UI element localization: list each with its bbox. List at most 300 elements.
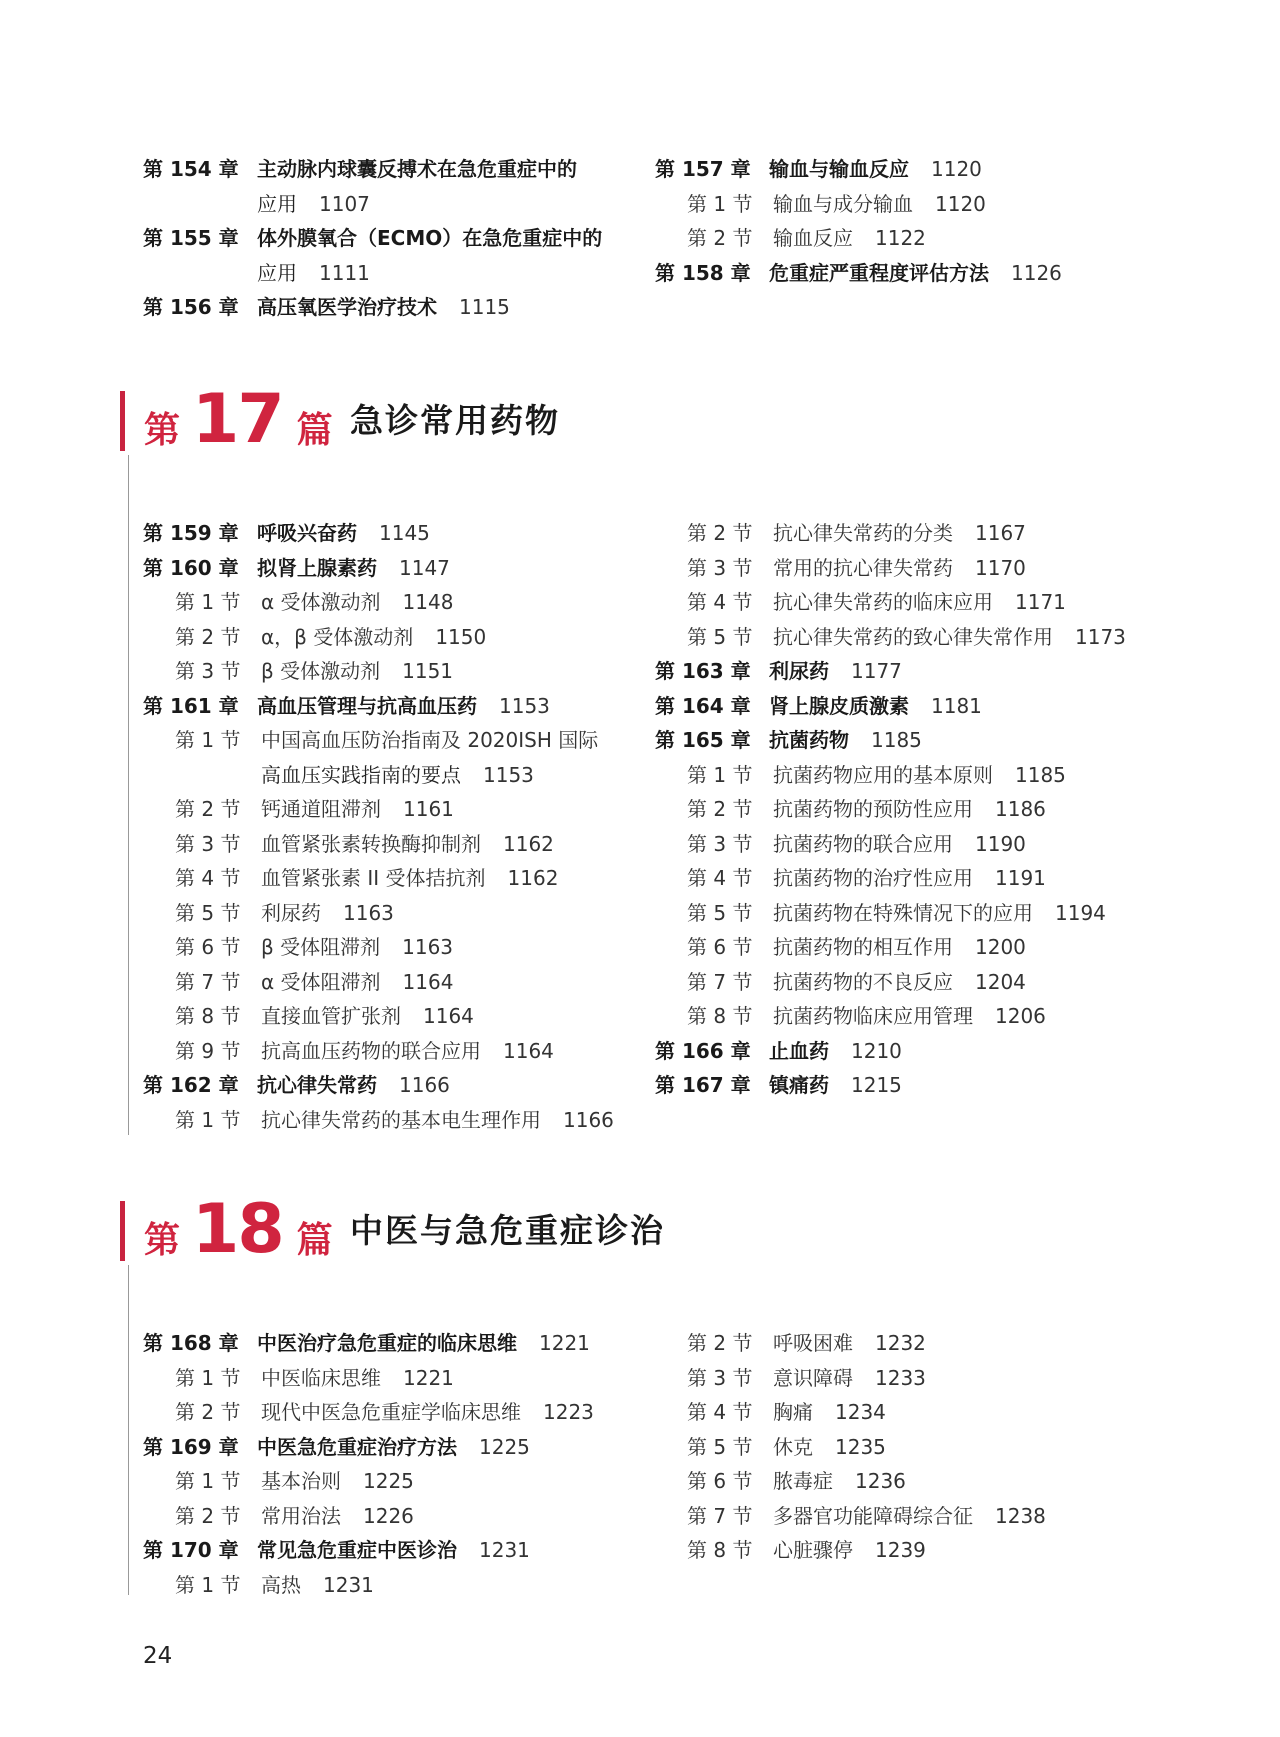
toc-section-entry — [143, 654, 653, 689]
toc-section-entry — [143, 1034, 653, 1069]
toc-section-entry — [655, 758, 1175, 793]
toc-chapter-entry — [143, 290, 653, 325]
toc-entry-number: 第 2 节 — [687, 1331, 753, 1355]
part-18-guide-line — [128, 1265, 129, 1595]
toc-entry-title — [257, 1533, 530, 1568]
toc-entry-number: 第 1 节 — [175, 1469, 241, 1493]
toc-entry-title — [773, 965, 1026, 1000]
toc-entry-title — [261, 1464, 414, 1499]
toc-section-entry — [655, 1533, 1175, 1568]
toc-section-entry — [143, 1103, 653, 1138]
toc-section-entry — [655, 585, 1175, 620]
toc-entry-page: 1173 — [1075, 624, 1126, 649]
toc-entry-number: 第 157 章 — [655, 157, 751, 181]
toc-entry-title-text: 抗菌药物应用的基本原则 — [773, 762, 993, 787]
toc-entry-title — [773, 896, 1106, 931]
part-18-number: 18 — [192, 1190, 283, 1269]
toc-entry-number: 第 162 章 — [143, 1073, 239, 1097]
toc-entry-title-text: 中医治疗急危重症的临床思维 — [257, 1331, 517, 1355]
toc-part17-right — [655, 516, 1175, 1103]
toc-entry-title-text: α，β 受体激动剂 — [261, 624, 414, 649]
toc-entry-title-text: 主动脉内球囊反搏术在急危重症中的 — [257, 157, 577, 181]
toc-section-entry — [655, 1395, 1175, 1430]
toc-entry-page: 1126 — [1011, 260, 1062, 285]
part-18-dai: 第 — [144, 1220, 181, 1261]
toc-part18-right — [655, 1326, 1175, 1568]
toc-part17-left — [143, 516, 653, 1137]
toc-entry-page: 1235 — [835, 1434, 886, 1459]
toc-entry-number: 第 2 节 — [175, 1503, 241, 1528]
toc-section-entry — [143, 896, 653, 931]
toc-entry-title — [773, 1395, 886, 1430]
toc-entry-number: 第 3 节 — [175, 659, 241, 683]
toc-entry-page: 1186 — [995, 797, 1046, 821]
toc-entry-title — [773, 792, 1046, 827]
toc-entry-number: 第 2 节 — [687, 797, 753, 821]
toc-section-entry — [655, 1464, 1175, 1499]
toc-entry-number: 第 2 节 — [175, 797, 241, 821]
toc-entry-number: 第 2 节 — [687, 226, 753, 250]
toc-entry-page: 1153 — [483, 762, 534, 787]
toc-entry-title — [773, 585, 1066, 620]
toc-entry-title — [769, 1068, 902, 1103]
toc-top-left — [143, 152, 653, 325]
toc-entry-number: 第 7 节 — [175, 969, 241, 994]
toc-entry-number: 第 168 章 — [143, 1331, 239, 1355]
toc-section-entry — [143, 930, 653, 965]
toc-entry-number: 第 3 节 — [687, 555, 753, 580]
toc-entry-page: 1120 — [931, 157, 982, 181]
toc-section-entry — [655, 965, 1175, 1000]
toc-entry-title-text: 高血压实践指南的要点 — [261, 762, 461, 787]
toc-entry-page: 1232 — [875, 1331, 926, 1355]
toc-entry-number: 第 155 章 — [143, 226, 239, 250]
toc-chapter-entry — [655, 1068, 1175, 1103]
toc-entry-title-text: 高压氧医学治疗技术 — [257, 295, 437, 319]
toc-entry-number: 第 7 节 — [687, 1503, 753, 1528]
toc-entry-number: 第 4 节 — [687, 1400, 753, 1424]
toc-entry-title — [257, 1326, 590, 1361]
toc-entry-page: 1115 — [459, 295, 510, 319]
toc-entry-title — [773, 1430, 886, 1465]
toc-section-entry — [655, 1499, 1175, 1534]
toc-entry-title-text: 止血药 — [769, 1038, 829, 1063]
toc-section-entry — [143, 1568, 653, 1603]
toc-entry-title-text: 多器官功能障碍综合征 — [773, 1503, 973, 1528]
toc-entry-title-text: 抗心律失常药 — [257, 1073, 377, 1097]
toc-entry-title — [769, 152, 982, 187]
toc-section-entry — [143, 1499, 653, 1534]
toc-chapter-entry — [143, 689, 653, 724]
toc-entry-title — [257, 689, 550, 724]
toc-entry-number: 第 6 节 — [175, 935, 241, 959]
toc-entry-title — [773, 1326, 926, 1361]
toc-entry-number: 第 160 章 — [143, 555, 239, 580]
toc-entry-title — [261, 1361, 454, 1396]
toc-entry-number: 第 1 节 — [175, 1107, 241, 1132]
part-18-label — [144, 1190, 333, 1282]
toc-entry-number: 第 170 章 — [143, 1538, 239, 1562]
toc-entry-number: 第 5 节 — [175, 900, 241, 925]
toc-chapter-entry — [143, 1430, 653, 1465]
toc-entry-title — [773, 221, 926, 256]
toc-section-entry — [143, 1464, 653, 1499]
toc-entry-page: 1231 — [323, 1572, 374, 1597]
toc-section-entry — [655, 187, 1175, 222]
toc-continuation-entry — [143, 187, 653, 222]
toc-section-entry — [655, 1430, 1175, 1465]
toc-entry-title — [773, 551, 1026, 586]
toc-entry-title-text: β 受体阻滞剂 — [261, 935, 381, 959]
toc-section-entry — [655, 896, 1175, 931]
toc-entry-page: 1163 — [343, 900, 394, 925]
toc-entry-title — [773, 1464, 906, 1499]
toc-chapter-entry — [143, 221, 653, 256]
toc-entry-page: 1223 — [543, 1400, 594, 1424]
toc-entry-title-text: 胸痛 — [773, 1400, 813, 1424]
toc-entry-title-text: 血管紧张素转换酶抑制剂 — [261, 831, 481, 856]
toc-entry-title — [261, 999, 474, 1034]
toc-entry-title-text: 抗高血压药物的联合应用 — [261, 1038, 481, 1063]
toc-entry-page: 1163 — [402, 935, 454, 959]
toc-section-entry — [143, 723, 653, 758]
toc-entry-title-text: α 受体阻滞剂 — [261, 969, 381, 994]
toc-entry-title — [257, 551, 450, 586]
toc-entry-number: 第 5 节 — [687, 900, 753, 925]
toc-entry-title-text: 利尿药 — [261, 900, 321, 925]
toc-entry-title-text: 休克 — [773, 1434, 813, 1459]
toc-entry-page: 1161 — [403, 797, 454, 821]
toc-entry-page: 1221 — [403, 1365, 454, 1390]
toc-entry-number: 第 8 节 — [175, 1004, 241, 1028]
toc-entry-title — [257, 221, 602, 256]
toc-chapter-entry — [143, 551, 653, 586]
toc-entry-title — [261, 792, 454, 827]
toc-entry-title-text: 抗菌药物的联合应用 — [773, 831, 953, 856]
toc-entry-number: 第 169 章 — [143, 1434, 239, 1459]
toc-entry-title-text: 钙通道阻滞剂 — [261, 797, 381, 821]
toc-entry-title-text: 抗菌药物的预防性应用 — [773, 797, 973, 821]
toc-entry-page: 1164 — [423, 1004, 474, 1028]
toc-entry-page: 1204 — [975, 969, 1026, 994]
toc-entry-title-text: 利尿药 — [769, 659, 829, 683]
toc-entry-number: 第 158 章 — [655, 260, 751, 285]
toc-entry-title-text: 抗心律失常药的分类 — [773, 521, 953, 545]
toc-entry-title-text: 应用 — [257, 260, 297, 285]
toc-section-entry — [655, 221, 1175, 256]
toc-entry-title — [261, 723, 598, 758]
toc-part18-left — [143, 1326, 653, 1602]
toc-section-entry — [143, 620, 653, 655]
toc-entry-title — [769, 1034, 902, 1069]
toc-entry-page: 1233 — [875, 1365, 926, 1390]
toc-entry-page: 1225 — [363, 1469, 414, 1493]
part-18-title: 中医与急危重症诊治 — [350, 1211, 665, 1250]
toc-entry-title — [261, 620, 486, 655]
toc-entry-title-text: 肾上腺皮质激素 — [769, 693, 909, 718]
part-17-bar — [120, 391, 125, 451]
toc-continuation-entry — [143, 256, 653, 291]
toc-entry-title — [773, 620, 1126, 655]
toc-entry-page: 1107 — [319, 191, 370, 216]
toc-entry-title-text: 抗菌药物临床应用管理 — [773, 1004, 973, 1028]
toc-entry-title — [773, 999, 1046, 1034]
toc-entry-title — [773, 827, 1026, 862]
toc-entry-number: 第 1 节 — [687, 762, 753, 787]
toc-section-entry — [655, 861, 1175, 896]
toc-entry-title-text: 高血压管理与抗高血压药 — [257, 693, 477, 718]
part-18-bar — [120, 1201, 125, 1261]
toc-entry-title-text: 呼吸困难 — [773, 1331, 853, 1355]
toc-entry-title-text: 呼吸兴奋药 — [257, 521, 357, 545]
toc-entry-title — [773, 1499, 1046, 1534]
toc-entry-title-text: 输血反应 — [773, 226, 853, 250]
toc-section-entry — [655, 1361, 1175, 1396]
toc-entry-page: 1166 — [563, 1107, 614, 1132]
toc-entry-page: 1234 — [835, 1400, 886, 1424]
toc-entry-title-text: 抗心律失常药的致心律失常作用 — [773, 624, 1053, 649]
toc-entry-title-text: 危重症严重程度评估方法 — [769, 260, 989, 285]
toc-entry-page: 1226 — [363, 1503, 414, 1528]
part-17-label — [144, 380, 333, 472]
toc-entry-title-text: 抗菌药物 — [769, 728, 849, 752]
toc-chapter-entry — [143, 1533, 653, 1568]
toc-entry-title-text: 抗菌药物的不良反应 — [773, 969, 953, 994]
toc-entry-title — [261, 654, 453, 689]
toc-entry-title — [257, 152, 577, 187]
toc-chapter-entry — [143, 152, 653, 187]
toc-entry-number: 第 6 节 — [687, 1469, 753, 1493]
toc-entry-title-text: α 受体激动剂 — [261, 590, 381, 614]
toc-entry-title-text: 抗菌药物的治疗性应用 — [773, 866, 973, 890]
toc-section-entry — [143, 1395, 653, 1430]
toc-chapter-entry — [143, 1326, 653, 1361]
toc-entry-title — [257, 516, 430, 551]
toc-entry-number: 第 4 节 — [175, 866, 241, 890]
page-number: 24 — [143, 1643, 173, 1669]
toc-entry-page: 1151 — [402, 659, 454, 683]
toc-entry-title-text: 镇痛药 — [769, 1073, 829, 1097]
toc-entry-title — [773, 187, 986, 222]
toc-entry-title — [261, 1395, 594, 1430]
toc-section-entry — [655, 551, 1175, 586]
toc-entry-title — [769, 654, 902, 689]
toc-entry-title-text: 输血与输血反应 — [769, 157, 909, 181]
part-17-title: 急诊常用药物 — [350, 401, 560, 440]
toc-section-entry — [655, 1326, 1175, 1361]
toc-entry-title — [261, 861, 558, 896]
toc-entry-number: 第 8 节 — [687, 1004, 753, 1028]
toc-entry-title-text: 常见急危重症中医诊治 — [257, 1538, 457, 1562]
toc-entry-title-text: 中国高血压防治指南及 2020ISH 国际 — [261, 728, 599, 752]
toc-chapter-entry — [655, 152, 1175, 187]
toc-entry-number: 第 8 节 — [687, 1538, 753, 1562]
toc-entry-title — [773, 758, 1066, 793]
toc-chapter-entry — [655, 689, 1175, 724]
toc-entry-page: 1171 — [1015, 590, 1066, 614]
toc-section-entry — [655, 999, 1175, 1034]
toc-entry-number: 第 2 节 — [175, 1400, 241, 1424]
toc-chapter-entry — [143, 1068, 653, 1103]
toc-entry-page: 1153 — [499, 693, 550, 718]
toc-entry-title — [257, 1430, 530, 1465]
toc-entry-page: 1145 — [379, 521, 430, 545]
toc-entry-title-text: 输血与成分输血 — [773, 191, 913, 216]
toc-entry-page: 1166 — [399, 1073, 450, 1097]
toc-entry-page: 1215 — [851, 1073, 902, 1097]
toc-section-entry — [655, 792, 1175, 827]
toc-entry-title — [261, 930, 453, 965]
toc-top-right — [655, 152, 1175, 290]
toc-entry-number: 第 5 节 — [687, 1434, 753, 1459]
toc-section-entry — [655, 620, 1175, 655]
toc-entry-page: 1239 — [875, 1538, 926, 1562]
toc-entry-title — [769, 256, 1062, 291]
toc-chapter-entry — [655, 1034, 1175, 1069]
toc-entry-number: 第 2 节 — [175, 624, 241, 649]
toc-entry-title-text: 血管紧张素 II 受体拮抗剂 — [261, 866, 486, 890]
part-17-number: 17 — [192, 380, 283, 459]
toc-entry-title-text: 常用的抗心律失常药 — [773, 555, 953, 580]
toc-section-entry — [143, 861, 653, 896]
toc-entry-number: 第 163 章 — [655, 659, 751, 683]
toc-entry-title — [261, 896, 394, 931]
part-18-pian: 篇 — [296, 1220, 333, 1261]
toc-entry-page: 1221 — [539, 1331, 590, 1355]
toc-entry-page: 1167 — [975, 521, 1026, 545]
toc-chapter-entry — [143, 516, 653, 551]
toc-entry-page: 1170 — [975, 555, 1026, 580]
toc-chapter-entry — [655, 723, 1175, 758]
toc-entry-page: 1194 — [1055, 900, 1106, 925]
toc-entry-page: 1236 — [855, 1469, 906, 1493]
toc-entry-page: 1148 — [402, 590, 454, 614]
toc-entry-title — [261, 1499, 414, 1534]
toc-entry-title — [773, 516, 1026, 551]
toc-section-entry — [143, 792, 653, 827]
toc-entry-page: 1150 — [435, 624, 487, 649]
toc-entry-page: 1206 — [995, 1004, 1046, 1028]
toc-entry-title-text: 中医急危重症治疗方法 — [257, 1434, 457, 1459]
toc-entry-title — [261, 585, 453, 620]
toc-entry-page: 1111 — [319, 260, 370, 285]
toc-entry-title — [257, 290, 510, 325]
toc-entry-number: 第 166 章 — [655, 1038, 751, 1063]
toc-entry-title-text: 中医临床思维 — [261, 1365, 381, 1390]
toc-section-entry — [655, 827, 1175, 862]
toc-entry-title — [261, 758, 534, 793]
toc-entry-title — [773, 1533, 926, 1568]
toc-entry-title-text: 意识障碍 — [773, 1365, 853, 1390]
toc-entry-title — [261, 1034, 554, 1069]
part-17-dai: 第 — [144, 410, 181, 451]
toc-entry-page: 1190 — [975, 831, 1026, 856]
toc-entry-page: 1147 — [399, 555, 450, 580]
toc-entry-page: 1162 — [503, 831, 554, 856]
toc-entry-title — [261, 1103, 614, 1138]
toc-section-entry — [143, 1361, 653, 1396]
toc-entry-title — [769, 689, 982, 724]
toc-entry-number: 第 4 节 — [687, 866, 753, 890]
toc-entry-title-text: 基本治则 — [261, 1469, 341, 1493]
toc-entry-page: 1181 — [931, 693, 982, 718]
toc-entry-number: 第 167 章 — [655, 1073, 751, 1097]
toc-entry-page: 1210 — [851, 1038, 902, 1063]
toc-entry-number: 第 161 章 — [143, 693, 239, 718]
toc-entry-page: 1231 — [479, 1538, 530, 1562]
toc-entry-title-text: 抗心律失常药的基本电生理作用 — [261, 1107, 541, 1132]
toc-section-entry — [655, 516, 1175, 551]
toc-entry-number: 第 1 节 — [687, 191, 753, 216]
toc-entry-number: 第 3 节 — [687, 831, 753, 856]
toc-entry-number: 第 164 章 — [655, 693, 751, 718]
toc-entry-number: 第 1 节 — [175, 1365, 241, 1390]
toc-entry-title — [769, 723, 922, 758]
toc-chapter-entry — [655, 654, 1175, 689]
toc-entry-number: 第 6 节 — [687, 935, 753, 959]
toc-entry-page: 1238 — [995, 1503, 1046, 1528]
toc-entry-title — [257, 256, 370, 291]
toc-entry-number: 第 154 章 — [143, 157, 239, 181]
toc-entry-number: 第 1 节 — [175, 590, 241, 614]
toc-entry-title-text: 直接血管扩张剂 — [261, 1004, 401, 1028]
toc-section-entry — [655, 930, 1175, 965]
toc-entry-title-text: 应用 — [257, 191, 297, 216]
toc-entry-title-text: 抗菌药物的相互作用 — [773, 935, 953, 959]
toc-entry-number: 第 3 节 — [687, 1365, 753, 1390]
toc-entry-page: 1200 — [975, 935, 1026, 959]
toc-entry-number: 第 1 节 — [175, 728, 241, 752]
toc-entry-title-text: 抗心律失常药的临床应用 — [773, 590, 993, 614]
toc-entry-page: 1185 — [1015, 762, 1066, 787]
part-17-pian: 篇 — [296, 410, 333, 451]
toc-entry-title-text: 体外膜氧合（ECMO）在急危重症中的 — [257, 226, 603, 250]
toc-entry-number: 第 156 章 — [143, 295, 239, 319]
toc-entry-number: 第 3 节 — [175, 831, 241, 856]
toc-entry-number: 第 159 章 — [143, 521, 239, 545]
toc-entry-title-text: β 受体激动剂 — [261, 659, 381, 683]
toc-entry-title — [257, 1068, 450, 1103]
toc-entry-page: 1122 — [875, 226, 926, 250]
toc-section-entry — [143, 827, 653, 862]
toc-entry-title — [257, 187, 370, 222]
toc-entry-page: 1225 — [479, 1434, 530, 1459]
toc-entry-page: 1185 — [871, 728, 922, 752]
toc-entry-number: 第 165 章 — [655, 728, 751, 752]
toc-chapter-entry — [655, 256, 1175, 291]
toc-entry-title-text: 拟肾上腺素药 — [257, 555, 377, 580]
toc-entry-title — [773, 861, 1046, 896]
toc-section-entry — [143, 965, 653, 1000]
toc-entry-number: 第 1 节 — [175, 1572, 241, 1597]
toc-entry-title — [773, 930, 1026, 965]
toc-entry-title — [773, 1361, 926, 1396]
toc-entry-title — [261, 1568, 374, 1603]
toc-entry-number: 第 5 节 — [687, 624, 753, 649]
part-17-guide-line — [128, 455, 129, 1135]
toc-entry-page: 1177 — [851, 659, 902, 683]
toc-entry-number: 第 7 节 — [687, 969, 753, 994]
toc-section-entry — [143, 585, 653, 620]
toc-entry-page: 1164 — [402, 969, 454, 994]
toc-entry-title-text: 高热 — [261, 1572, 301, 1597]
toc-entry-page: 1120 — [935, 191, 986, 216]
toc-section-entry — [143, 999, 653, 1034]
toc-continuation-entry — [143, 758, 653, 793]
toc-entry-title-text: 抗菌药物在特殊情况下的应用 — [773, 900, 1033, 925]
toc-entry-title-text: 脓毒症 — [773, 1469, 833, 1493]
toc-entry-title-text: 心脏骤停 — [773, 1538, 853, 1562]
